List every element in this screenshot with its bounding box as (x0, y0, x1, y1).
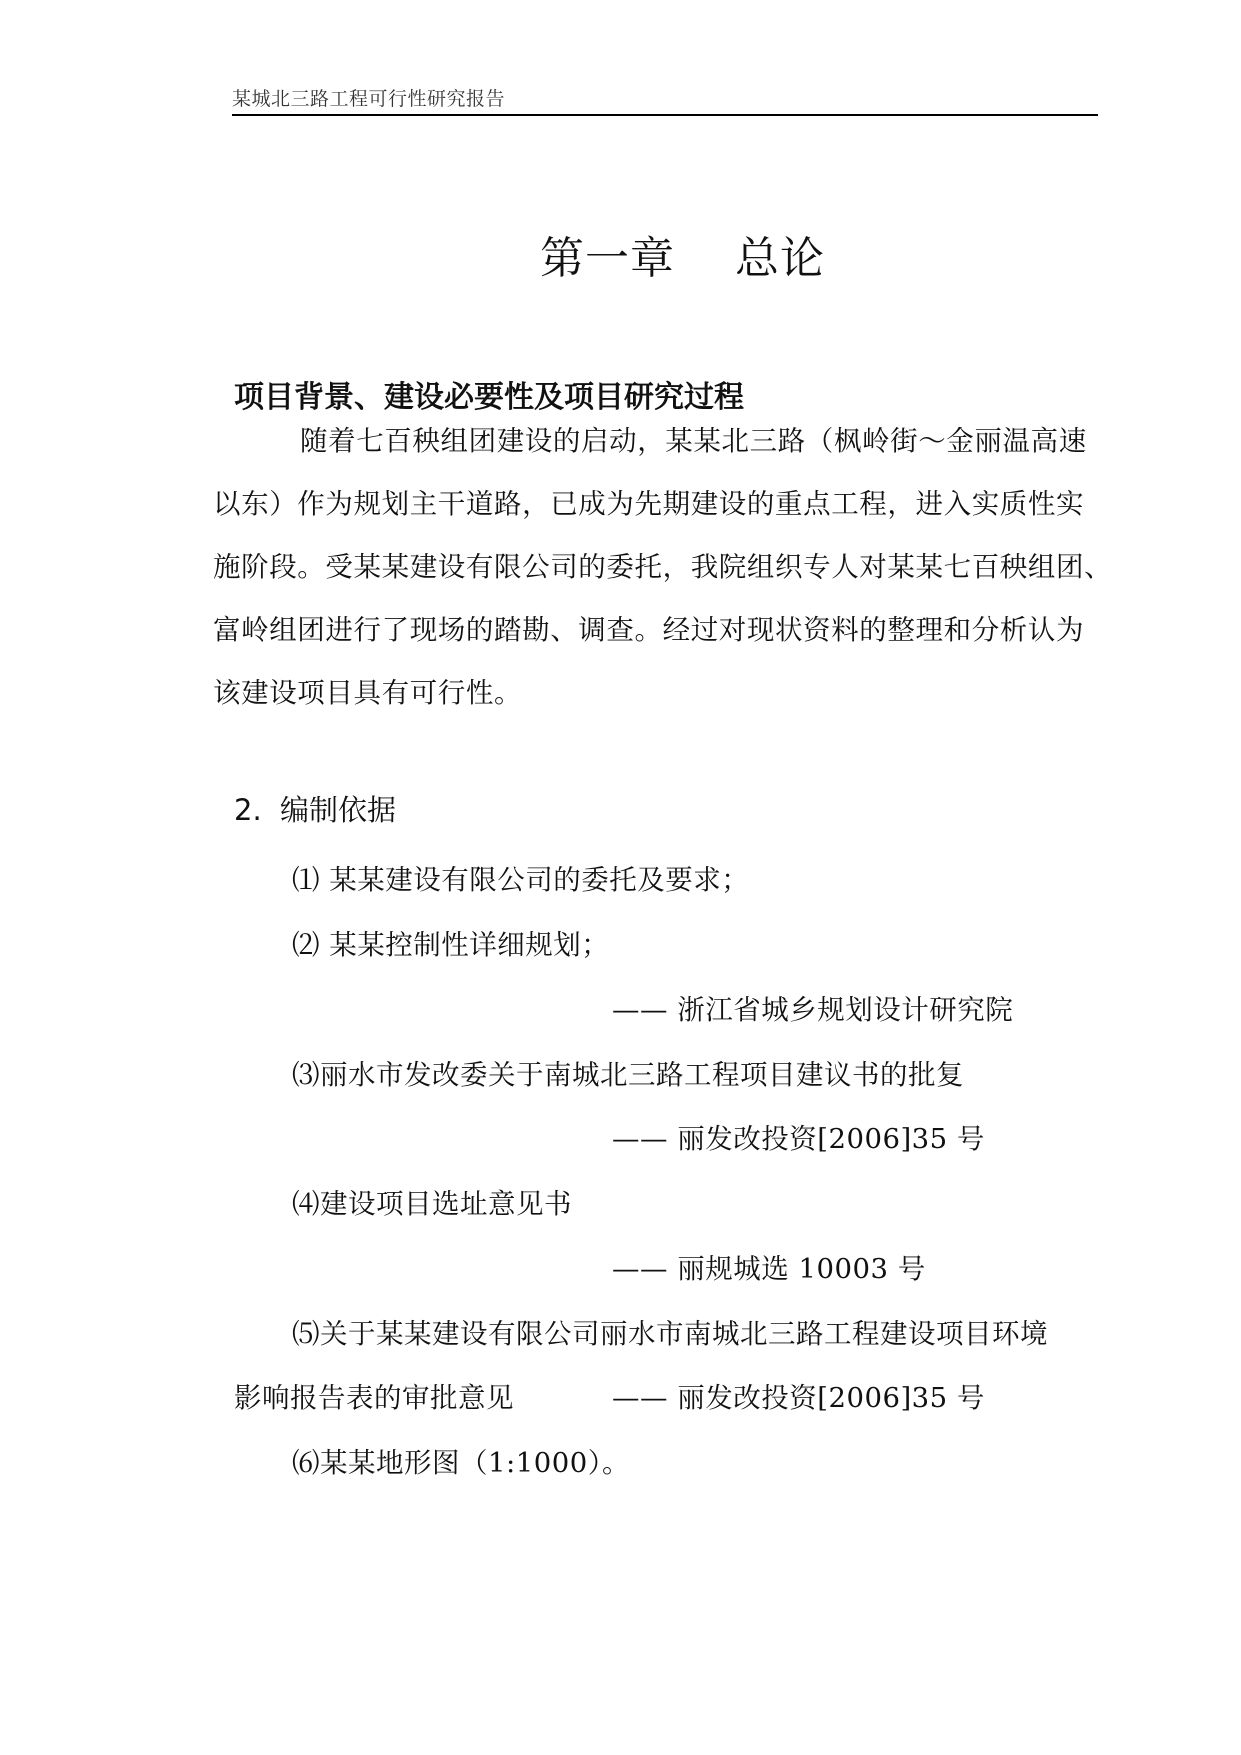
running-header: 某城北三路工程可行性研究报告 (232, 88, 506, 110)
basis-heading (234, 788, 396, 829)
basis-item-continuation: 影响报告表的审批意见 (234, 1382, 514, 1414)
chapter-title: 第一章 总论 (540, 233, 825, 284)
basis-item: ⑷建设项目选址意见书 (292, 1188, 572, 1220)
paragraph-line: 施阶段。受某某建设有限公司的委托，我院组织专人对某某七百秧组团、 (213, 551, 1113, 583)
basis-item: ⑵ 某某控制性详细规划； (292, 929, 610, 961)
section-heading: 项目背景、建设必要性及项目研究过程 (234, 380, 744, 415)
paragraph-line: 随着七百秧组团建设的启动，某某北三路（枫岭街～金丽温高速 (300, 425, 1087, 457)
paragraph-line: 富岭组团进行了现场的踏勘、调查。经过对现状资料的整理和分析认为 (213, 614, 1085, 646)
basis-item: ⑶丽水市发改委关于南城北三路工程项目建议书的批复 (292, 1059, 964, 1091)
basis-item: ⑸关于某某建设有限公司丽水市南城北三路工程建设项目环境 (292, 1318, 1048, 1350)
basis-item-source: —— 丽发改投资[2006]35 号 (612, 1123, 985, 1155)
header-rule (232, 114, 1098, 116)
basis-heading-text: 编制依据 (280, 793, 397, 827)
paragraph-line: 以东）作为规划主干道路，已成为先期建设的重点工程，进入实质性实 (213, 488, 1085, 520)
basis-item-source: —— 丽发改投资[2006]35 号 (612, 1382, 985, 1414)
basis-item: ⑴ 某某建设有限公司的委托及要求； (292, 864, 750, 896)
basis-item: ⑹某某地形图（1:1000）。 (292, 1447, 630, 1479)
basis-item-source: —— 浙江省城乡规划设计研究院 (612, 994, 1014, 1026)
basis-item-source: —— 丽规城选 10003 号 (612, 1253, 926, 1285)
paragraph-line: 该建设项目具有可行性。 (213, 677, 523, 709)
basis-number: 2. (234, 793, 262, 827)
